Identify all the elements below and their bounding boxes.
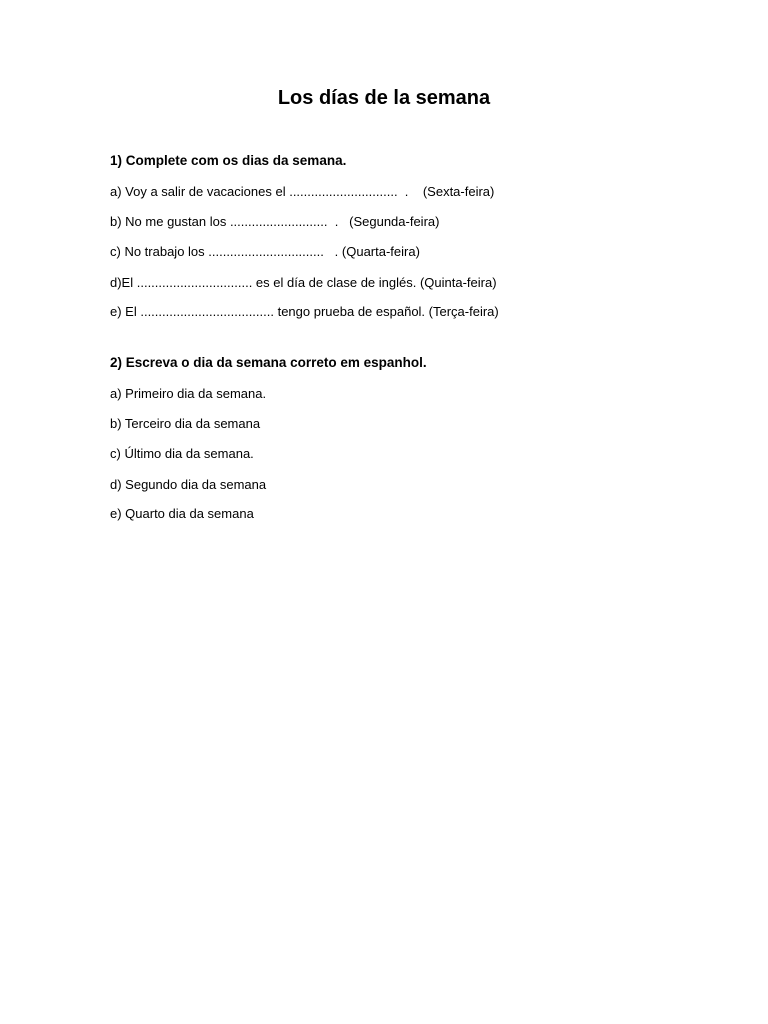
section1-item-e: e) El ..................................... tengo prueba de español. (Terça-feira) bbox=[110, 304, 499, 319]
section1-item-b: b) No me gustan los ........................... . (Segunda-feira) bbox=[110, 214, 440, 229]
page-title: Los días de la semana bbox=[277, 87, 491, 109]
section2-item-d: d) Segundo dia da semana bbox=[110, 477, 267, 492]
section2-heading: 2) Escreva o dia da semana correto em espanhol. bbox=[110, 355, 427, 370]
section2-item-a: a) Primeiro dia da semana. bbox=[110, 386, 267, 401]
section1-item-c: c) No trabajo los ................................ . (Quarta-feira) bbox=[110, 244, 420, 259]
section1-item-a: a) Voy a salir de vacaciones el .............................. . (Sexta-feira) bbox=[110, 184, 495, 199]
section1-heading: 1) Complete com os dias da semana. bbox=[110, 153, 347, 168]
section1-item-d: d)El ................................ es el día de clase de inglés. (Quinta-feira) bbox=[110, 275, 497, 290]
section2-item-e: e) Quarto dia da semana bbox=[110, 506, 254, 521]
section2-item-c: c) Último dia da semana. bbox=[110, 446, 254, 461]
section2-item-b: b) Terceiro dia da semana bbox=[110, 416, 261, 431]
